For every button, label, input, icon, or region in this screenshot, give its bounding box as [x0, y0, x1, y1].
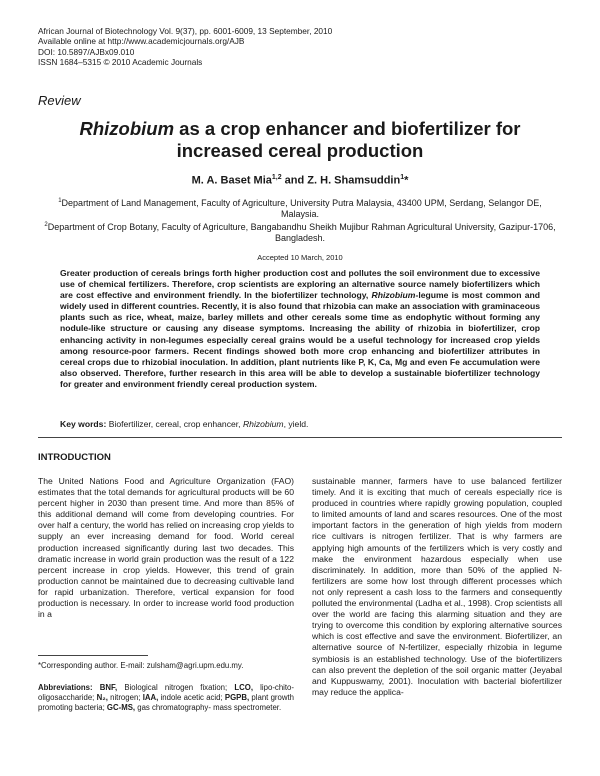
- footnote-divider: [38, 655, 148, 656]
- abbr-definition: plant growth promoting bacteria;: [38, 693, 294, 712]
- abbr-term: GC-MS,: [106, 703, 136, 712]
- abbr-definition: nitrogen;: [107, 693, 143, 702]
- abbr-definition: lipo-chito-oligosaccharide;: [38, 683, 294, 702]
- affiliation-2-num: 2: [44, 222, 48, 228]
- introduction-heading: INTRODUCTION: [38, 452, 111, 463]
- abbr-term: LCO,: [234, 683, 253, 692]
- abstract-part-1: Greater production of cereals brings forth higher production cost and pollutes the soil environment due to excessive use of chemical fertilizers. Therefore, crop scientists are exploring an alternative source namely biofertilizers which are cost effective and environment friendly. In the biofertilizer technology,: [60, 268, 540, 301]
- author-line: [38, 174, 562, 187]
- keywords-text-2: , yield.: [283, 419, 309, 429]
- abbr-term: PGPB,: [224, 693, 250, 702]
- abbreviations-label: Abbreviations:: [38, 683, 93, 692]
- corresponding-author-footnote: *Corresponding author. E-mail: zulsham@agri.upm.edu.my.: [38, 661, 244, 670]
- abstract: [60, 268, 540, 390]
- affiliation-1-num: 1: [58, 198, 62, 204]
- abstract-part-2: -legume is most common and widely used in different countries. Recently, it is also found that rhizobia can make an association with graminaceous plants such as rice, wheat, maize, barley millets and other cereals some time as endophytic without forming any nodule-like structure or causing any disease symptoms. Increasing the ability of rhizobia in biofertilizer, crop enhancing activity in non-legumes especially cereal grains would be a useful technology for increased crop yields among resource-poor farmers. Recent findings showed both more crop enhancing and biofertilizer attributes in cereal crops due to rhizobial inoculation. In addition, plant nutrients like P, K, Ca, Mg and even Fe accumulation were also observed. Therefore, further research in this area will be able to develop a sustainable biofertilizer technology for greater and environment friendly cereal production system.: [60, 290, 540, 389]
- title-rest: as a crop enhancer and biofertilizer for increased cereal production: [174, 118, 521, 161]
- article-type: Review: [38, 93, 81, 108]
- journal-header: [38, 26, 332, 68]
- affiliation-2-text: Department of Crop Botany, Faculty of Agriculture, Bangabandhu Sheikh Mujibur Rahman Agricultural University, Gazipur-1706, Bangladesh.: [47, 222, 556, 243]
- accepted-date: Accepted 10 March, 2010: [257, 253, 343, 262]
- corresponding-star: *: [404, 174, 409, 187]
- journal-citation: African Journal of Biotechnology Vol. 9(37), pp. 6001-6009, 13 September, 2010: [38, 26, 333, 36]
- abstract-italic-genus: Rhizobium: [371, 290, 416, 301]
- divider: [38, 437, 562, 438]
- keywords-text-1: Biofertilizer, cereal, crop enhancer,: [106, 419, 243, 429]
- abbreviations: [38, 683, 294, 713]
- author-connector: and: [281, 174, 308, 187]
- online-availability: Available online at http://www.academicjournals.org/AJB: [38, 36, 245, 47]
- issn: ISSN 1684–5315 © 2010 Academic Journals: [38, 57, 203, 68]
- title-italic-genus: Rhizobium: [79, 118, 175, 139]
- affiliation-2: [38, 220, 562, 244]
- keywords-label: Key words:: [60, 419, 107, 429]
- body-column-right: sustainable manner, farmers have to use balanced fertilizer timely. And it is exciting that much of cereals especially rice is produced in countries where rapidly growing population, coupled to limited amounts of land and scares resources. One of the most important factors in the generation of high yields from modern rice cultivars is nitrogen fertilizer. That is why farmers are applying high amounts of the fertilizers which is very costly and make the environment hazardous especially when use discriminately. In addition, more than 50% of the applied N-fertilizers are some how lost through different processes which not only represent a cash loss to the farmers and consequently polluted the environmental (Ladha et al., 1998). Crop scientists all over the world are facing this alarming situation and they are trying to overcome this condition by exploring alternative sources which is cost effective and save the environment. Biofertilizer, an alternative source of N-fertilizer, especially rhizobia in legume symbiosis is an established technology. Use of the biofertilizers can also prevent the depletion of the soil organic matter (Jeyabal and Kuppuswamy, 2001). Inoculation with bacterial biofertilizer may reduce the applica-: [312, 476, 562, 697]
- abbr-definition: Biological nitrogen fixation;: [117, 683, 235, 692]
- affiliation-1: [38, 196, 562, 220]
- abbr-definition: gas chromatography- mass spectrometer.: [135, 703, 282, 712]
- author-1-affil: 1,2: [271, 174, 282, 181]
- abbr-definition: indole acetic acid;: [158, 693, 225, 702]
- body-column-left: The United Nations Food and Agriculture Organization (FAO) estimates that the total demands for agricultural products will be 60 percent higher in 2030 than present time. And more than 85% of this additional demand will come from developing countries. For over half a century, the world has relied on increasing crop yields to supply an ever increasing demand for food. World cereal production increased significantly during last two decades. This dramatic increase in world grain production was the result of a 122 percent increase in crop yields. However, this trend of grain production cannot be maintained due to decreasing cultivable land for rapid urbanization. Therefore, vertical expansion for food production is necessary. In order to increase world food production in a: [38, 476, 294, 620]
- abbr-term: BNF,: [99, 683, 118, 692]
- abbr-term: N₂,: [96, 693, 108, 702]
- paper-title: [38, 118, 562, 162]
- doi: DOI: 10.5897/AJBx09.010: [38, 46, 135, 57]
- author-2-affil: 1: [400, 174, 405, 181]
- affiliation-1-text: Department of Land Management, Faculty of Agriculture, University Putra Malaysia, 43400 UPM, Serdang, Selangor DE, Malaysia.: [61, 198, 542, 219]
- author-2: Z. H. Shamsuddin: [307, 174, 401, 187]
- keywords: [60, 419, 308, 429]
- keywords-italic: Rhizobium: [242, 419, 284, 429]
- abbr-term: IAA,: [142, 693, 159, 702]
- author-1: M. A. Baset Mia: [191, 174, 272, 187]
